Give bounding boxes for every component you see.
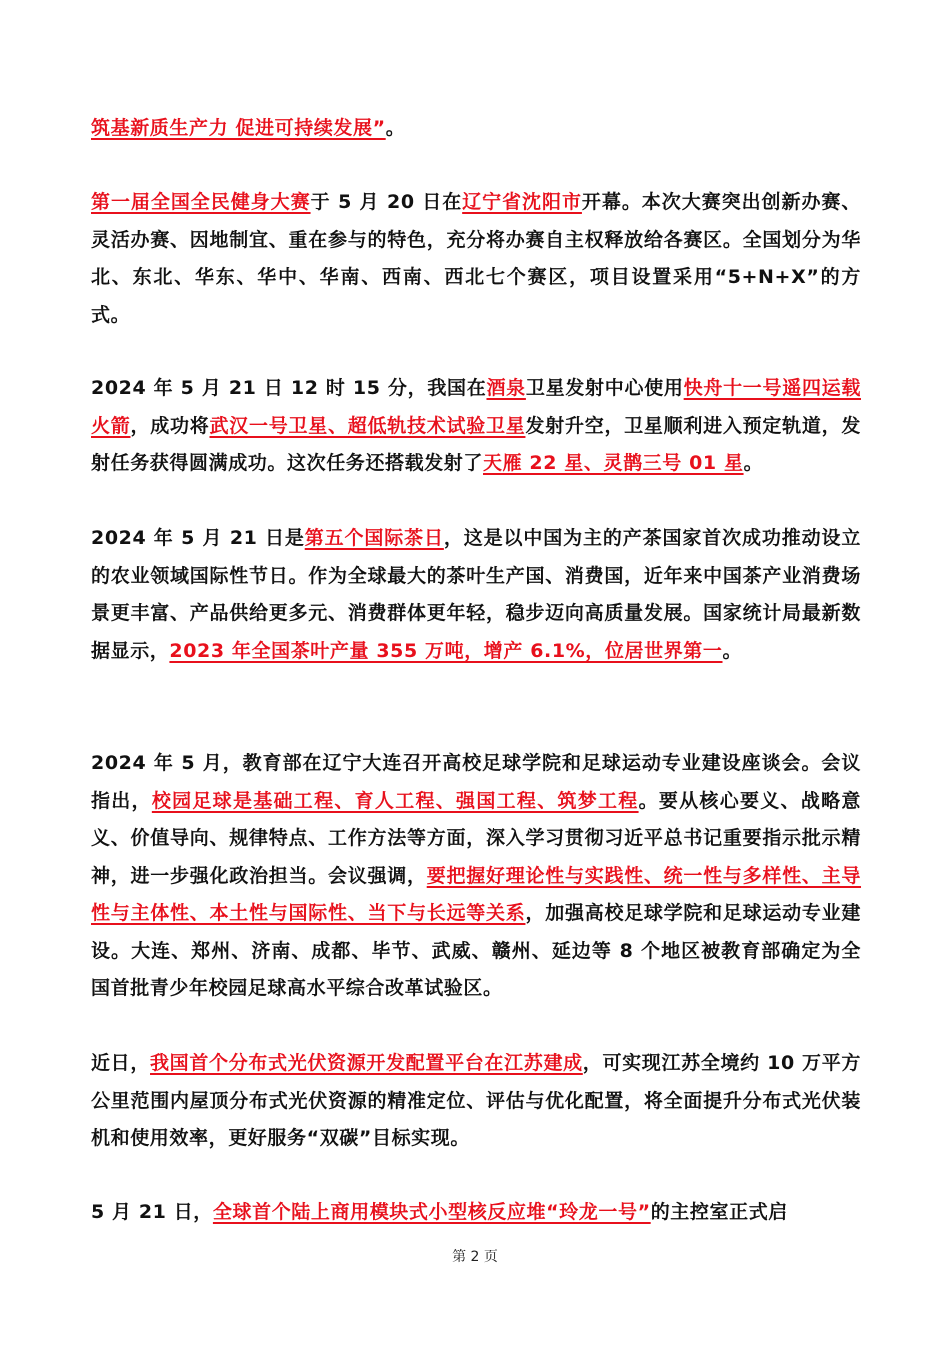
highlighted-text: 第一届全国全民健身大赛 xyxy=(91,191,311,213)
body-text: 卫星发射中心使用 xyxy=(525,377,684,399)
paragraph-nuclear-reactor xyxy=(91,1194,861,1232)
highlighted-text: 武汉一号卫星、超低轨技术试验卫星 xyxy=(209,414,526,437)
highlighted-text: 快舟十一号遥四运载火箭 xyxy=(91,377,861,437)
body-text: 开幕。本次大赛突出创新办赛、灵活办赛、因地制宜、重在参与的特色，充分将办赛自主权释放给各赛区。全国划分为华北、东北、华东、华中、华南、西南、西北七个赛区，项目设置采用“5+N+X”的方式。 xyxy=(91,191,861,326)
body-text: 2024 年 5 月，教育部在辽宁大连召开高校足球学院和足球运动专业建设座谈会。会议指出， xyxy=(91,752,861,812)
body-text: 5 月 21 日， xyxy=(91,1201,213,1223)
page-number: 第 2 页 xyxy=(452,1249,498,1265)
highlighted-text: 筑基新质生产力 促进可持续发展” xyxy=(91,117,386,139)
body-text: ，成功将 xyxy=(130,414,210,437)
paragraph-fitness-competition xyxy=(91,184,861,334)
paragraph-satellite-launch xyxy=(91,370,861,483)
paragraph-campus-football xyxy=(91,745,861,1008)
body-text: 。 xyxy=(743,452,764,474)
highlighted-text: 第五个国际茶日 xyxy=(304,527,444,549)
highlighted-text: 全球首个陆上商用模块式小型核反应堆“玲龙一号” xyxy=(212,1201,651,1223)
body-text: 2024 年 5 月 21 日是 xyxy=(91,527,305,549)
body-text: ，可实现江苏全境约 10 万平方公里范围内屋顶分布式光伏资源的精准定位、评估与优化配置，将全面提升分布式光伏装机和使用效率，更好服务“双碳”目标实现。 xyxy=(91,1052,861,1149)
highlighted-text: 天雁 22 星、灵鹊三号 01 星 xyxy=(483,452,744,474)
body-text: 发射升空，卫星顺利进入预定轨道，发射任务获得圆满成功。这次任务还搭载发射了 xyxy=(91,414,862,474)
body-text: 近日， xyxy=(91,1052,151,1074)
highlighted-text: 要把握好理论性与实践性、统一性与多样性、主导性与主体性、本土性与国际性、当下与长远等关系 xyxy=(91,864,862,924)
body-text: 2024 年 5 月 21 日 12 时 15 分，我国在 xyxy=(91,377,487,399)
body-text: 于 5 月 20 日在 xyxy=(310,191,463,213)
body-text: ，加强高校足球学院和足球运动专业建设。大连、郑州、济南、成都、毕节、武威、赣州、延边等 8 个地区被教育部确定为全国首批青少年校园足球高水平综合改革试验区。 xyxy=(91,902,862,999)
highlighted-text: 校园足球是基础工程、育人工程、强国工程、筑梦工程 xyxy=(151,789,639,812)
paragraph-1 xyxy=(91,110,861,148)
body-text: 的主控室正式启 xyxy=(650,1201,788,1223)
paragraph-solar-platform xyxy=(91,1045,861,1158)
highlighted-text: 酒泉 xyxy=(486,377,526,399)
body-text: 。 xyxy=(722,639,743,662)
paragraph-tea-day xyxy=(91,520,861,670)
body-text: 。要从核心要义、战略意义、价值导向、规律特点、工作方法等方面，深入学习贯彻习近平总书记重要指示批示精神，进一步强化政治担当。会议强调， xyxy=(91,789,861,887)
highlighted-text: 辽宁省沈阳市 xyxy=(462,191,582,213)
body-text: 。 xyxy=(385,117,406,139)
body-text: ，这是以中国为主的产茶国家首次成功推动设立的农业领域国际性节日。作为全球最大的茶叶生产国、消费国，近年来中国茶产业消费场景更丰富、产品供给更多元、消费群体更年轻，稳步迈向高质量发展。国家统计局最新数据显示， xyxy=(91,527,861,662)
highlighted-text: 2023 年全国茶叶产量 355 万吨，增产 6.1%，位居世界第一 xyxy=(169,639,723,662)
highlighted-text: 我国首个分布式光伏资源开发配置平台在江苏建成 xyxy=(150,1052,583,1074)
